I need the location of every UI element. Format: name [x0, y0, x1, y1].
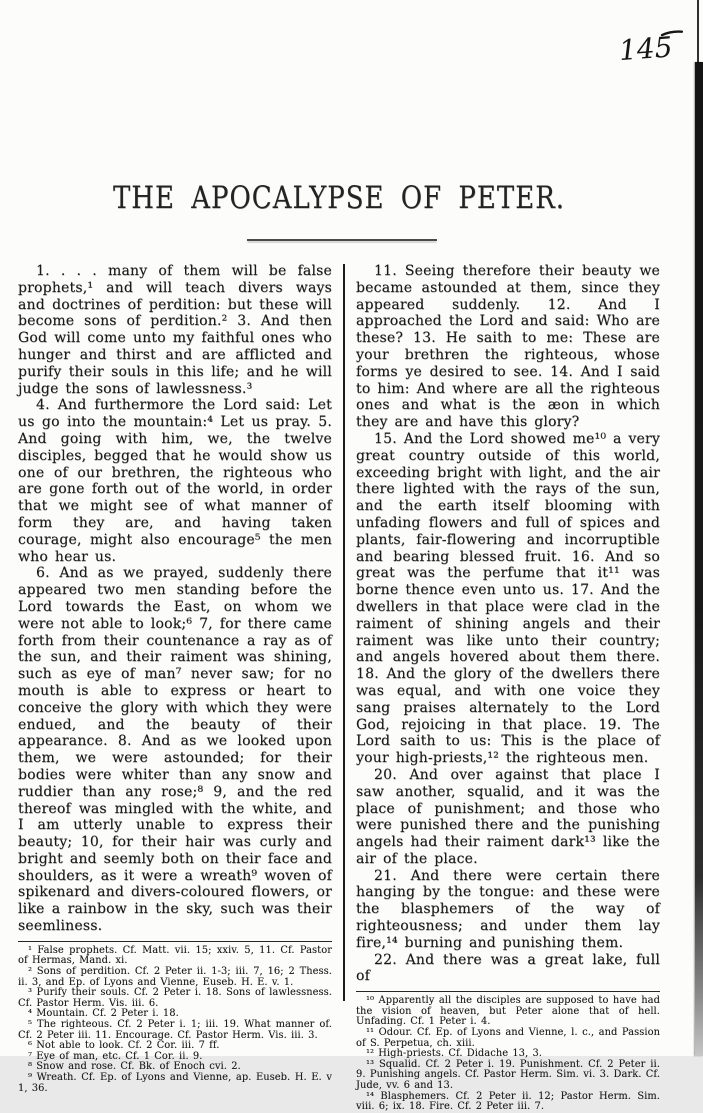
paragraph-21: 21. And there were certain there hanging by the tongue: and these were the blasphemers of the way of righteousness; and under them lay fire,¹⁴ burning and punishing them. — [356, 867, 660, 951]
paragraph-6: 6. And as we prayed, suddenly there appeared two men standing before the Lord towards the East, on whom we were not able to look;⁶ 7, for there came forth from their countenance a ray as of the sun, and their raiment was shining, such as eye of man⁷ never saw; for no mouth is able to express or heart to conceive the glory with which they were endued, and the beauty of their appearance. 8. And as we looked upon them, we were astounded; for their bodies were whiter than any snow and ruddier than any rose;⁸ 9, and the red thereof was mingled with the white, and I am utterly unable to express their beauty; 10, for their hair was curly and bright and seemly both on their face and shoulders, as it were a wreath⁹ woven of spikenard and divers-coloured flowers, or like a rainbow in the sky, such was their seemliness. — [18, 565, 332, 935]
page-number-text: 145 — [617, 30, 674, 68]
footnote-11: ¹¹ Odour. Cf. Ep. of Lyons and Vienne, l. c., and Passion of S. Perpetua, ch. xiii. — [356, 1027, 660, 1049]
footnote-1: ¹ False prophets. Cf. Matt. vii. 15; xxiv. 5, 11. Cf. Pastor of Hermas, Mand. xi. — [18, 944, 332, 967]
footnote-6: ⁶ Not able to look. Cf. 2 Cor. iii. 7 ff. — [28, 1040, 220, 1052]
text-columns — [18, 263, 660, 1113]
footnote-14: ¹⁴ Blasphemers. Cf. 2 Peter ii. 12; Pastor Herm. Sim. viii. 6; ix. 18. Fire. Cf. 2 Peter iii. 7. — [356, 1090, 660, 1113]
footnote-12: ¹² High-priests. Cf. Didache 13, 3. — [366, 1048, 542, 1060]
paragraph-4: 4. And furthermore the Lord said: Let us go into the mountain:⁴ Let us pray. 5. And going with him, we, the twelve disciples, begged that he would show us one of our brethren, the righteous who are gone forth out of the world, in order that we might see of what manner of form they are, and having taken courage, might also encourage⁵ the men who hear us. — [18, 397, 332, 565]
footnote-separator-right — [356, 991, 660, 992]
footnote-4: ⁴ Mountain. Cf. 2 Peter i. 18. — [28, 1008, 179, 1020]
right-column — [356, 263, 660, 1113]
footnote-9: ⁹ Wreath. Cf. Ep. of Lyons and Vienne, ap. Euseb. H. E. v 1, 36. — [18, 1072, 332, 1094]
title-rule — [247, 239, 437, 241]
paragraph-20: 20. And over against that place I saw another, squalid, and it was the place of punishment; and those who were punished there and the punishing angels had their raiment dark¹³ like the air of the place. — [356, 766, 660, 867]
footnote-13: ¹³ Squalid. Cf. 2 Peter i. 19. Punishment. Cf. 2 Peter ii. 9. Punishing angels. Cf. Pastor Herm. Sim. vi. 3. Dark. Cf. Jude, vv. 6 and 13. — [356, 1058, 660, 1092]
handwritten-page-number — [615, 25, 693, 71]
paragraph-11: 11. Seeing therefore their beauty we became astounded at them, since they appeared suddenly. 12. And I approached the Lord and said: Who are these? 13. He saith to me: These are your brethren the righteous, whose forms ye desired to see. 14. And I said to him: And where are all the righteous ones and what is the æon in which they are and have this glory? — [356, 263, 660, 431]
footnote-3: ³ Purify their souls. Cf. 2 Peter i. 18. Sons of lawlessness. Cf. Pastor Herm. Vis. iii. 6. — [18, 987, 332, 1009]
footnote-5: ⁵ The righteous. Cf. 2 Peter i. 1; iii. 19. What manner of. Cf. 2 Peter iii. 11. Encourage. Cf. Pastor Herm. Vis. iii. 3. — [18, 1019, 332, 1041]
footnotes-left — [18, 946, 332, 1094]
page-edge-shadow — [695, 62, 703, 1056]
footnotes-right — [356, 996, 660, 1113]
footnote-separator-left — [18, 941, 332, 942]
paragraph-22: 22. And there was a great lake, full of — [356, 951, 660, 985]
page-title: THE APOCALYPSE OF PETER. — [112, 181, 566, 217]
paragraph-1: 1. . . . many of them will be false prophets,¹ and will teach divers ways and doctrines of perdition: but these will become sons of perdition.² 3. And then God will come unto my faithful ones who hunger and thirst and are afflicted and purify their souls in this life; and he will judge the sons of lawlessness.³ — [18, 263, 332, 397]
footnote-8: ⁸ Snow and rose. Cf. Bk. of Enoch cvi. 2. — [28, 1061, 241, 1073]
left-column — [18, 263, 332, 1113]
paragraph-15: 15. And the Lord showed me¹⁰ a very great country outside of this world, exceeding bright with light, and the air there lighted with the rays of the sun, and the earth itself blooming with unfading flowers and full of spices and plants, fair-flowering and incorruptible and bearing blessed fruit. 16. And so great was the perfume that it¹¹ was borne thence even unto us. 17. And the dwellers in that place were clad in the raiment of shining angels and their raiment was like unto their country; and angels hovered about them there. 18. And the glory of the dwellers there was equal, and with one voice they sang praises alternately to the Lord God, rejoicing in that place. 19. The Lord saith to us: This is the place of your high-priests,¹² the righteous men. — [356, 430, 661, 767]
footnote-7: ⁷ Eye of man, etc. Cf. 1 Cor. ii. 9. — [28, 1050, 203, 1062]
page-edge-line — [697, 0, 699, 70]
footnote-2: ² Sons of perdition. Cf. 2 Peter ii. 1-3; iii. 7, 16; 2 Thess. ii. 3, and Ep. of Lyons and Vienne, Euseb. H. E. v. 1. — [18, 966, 332, 988]
footnote-10: ¹⁰ Apparently all the disciples are supposed to have had the vision of heaven, but Peter alone that of hell. Unfading. Cf. 1 Peter i. 4. — [356, 995, 660, 1028]
